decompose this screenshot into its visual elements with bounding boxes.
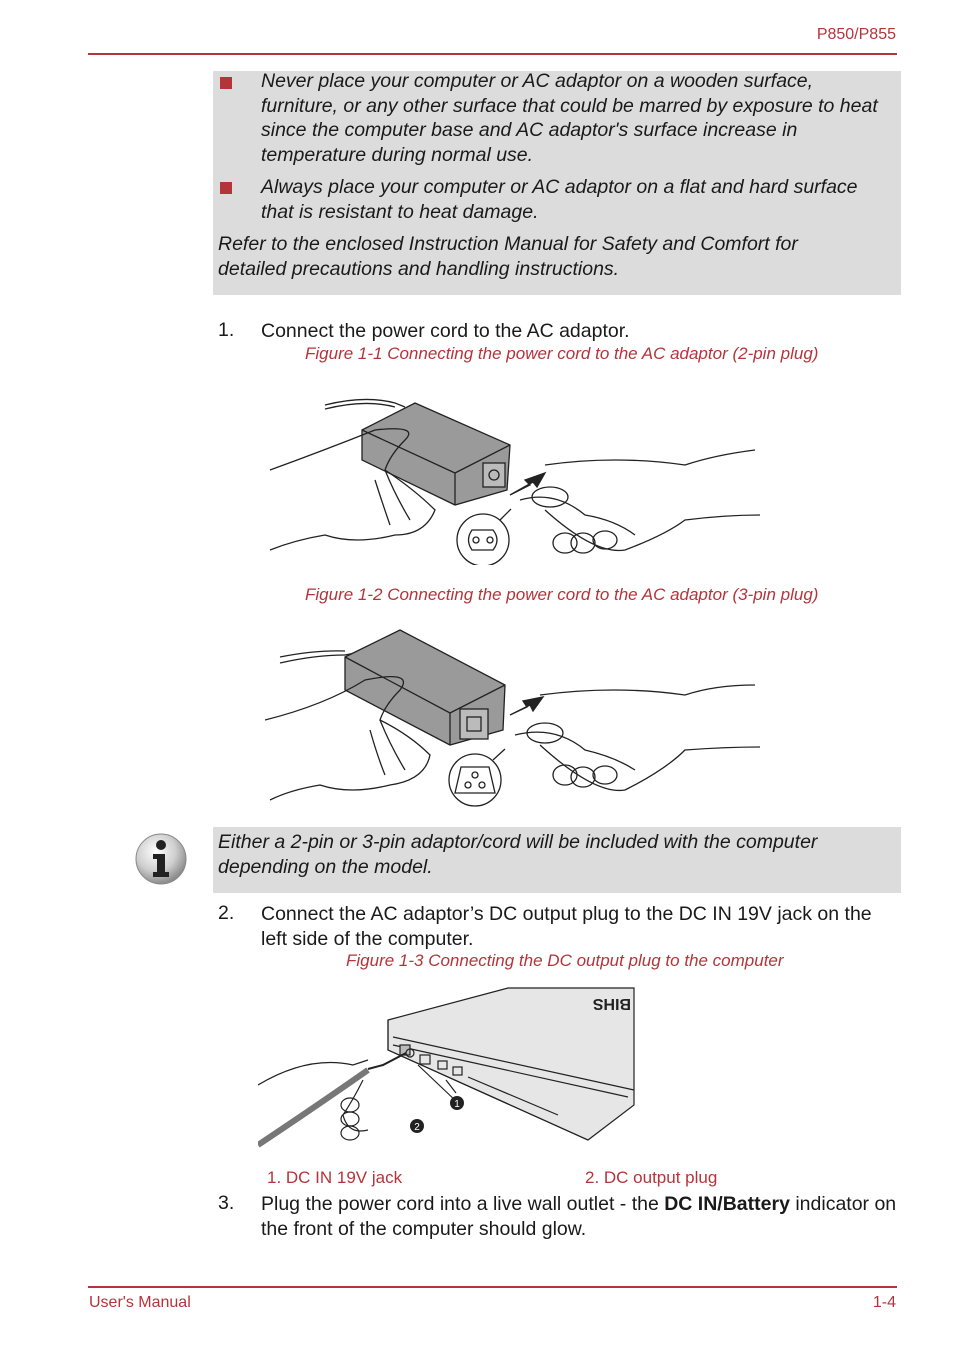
step-1-text: Connect the power cord to the AC adaptor. <box>261 320 630 342</box>
footer-page-number: 1-4 <box>872 1294 896 1311</box>
info-icon <box>134 832 188 886</box>
step-3-text <box>261 1192 901 1241</box>
laptop-brand-logo: BIHS <box>592 995 631 1012</box>
note-text: Either a 2-pin or 3-pin adaptor/cord will be included with the computer depending on the model. <box>218 831 818 878</box>
step-3-text-after: indicator on the front of the computer should glow. <box>261 1193 897 1240</box>
caution-box <box>213 71 901 295</box>
footer-manual: User's Manual <box>89 1294 191 1311</box>
marker-2-label: 2 <box>414 1122 420 1133</box>
step-3-text-before: Plug the power cord into a live wall outlet - the <box>261 1193 665 1215</box>
step-3-indicator-name: DC IN/Battery <box>664 1193 790 1215</box>
legend-item-2: 2. DC output plug <box>585 1168 718 1187</box>
bullet-square-icon <box>220 77 232 89</box>
figure-2-caption: Figure 1-2 Connecting the power cord to the AC adaptor (3-pin plug) <box>305 585 819 604</box>
step-3-number: 3. <box>218 1192 235 1214</box>
step-2-number: 2. <box>218 902 235 924</box>
header-rule <box>88 53 897 55</box>
caution-bullet-2: Always place your computer or AC adaptor on a flat and hard surface that is resistant to heat damage. <box>261 176 858 223</box>
caution-refer: Refer to the enclosed Instruction Manual for Safety and Comfort for detailed precautions and handling instructions. <box>218 233 798 280</box>
figure-1-illustration <box>265 385 765 565</box>
caution-bullet-1: Never place your computer or AC adaptor on a wooden surface, furniture, or any other surface that could be marred by exposure to heat since the computer base and AC adaptor's surface increase in temperature during normal use. <box>261 70 878 166</box>
step-2-text: Connect the AC adaptor’s DC output plug to the DC IN 19V jack on the left side of the computer. <box>261 903 872 950</box>
figure-2-illustration <box>265 625 765 810</box>
step-1-number: 1. <box>218 319 235 341</box>
header-model: P850/P855 <box>816 26 896 43</box>
legend-item-1: 1. DC IN 19V jack <box>267 1168 403 1187</box>
marker-1-label: 1 <box>454 1099 460 1110</box>
note-box <box>213 827 901 893</box>
bullet-square-icon <box>220 182 232 194</box>
figure-1-caption: Figure 1-1 Connecting the power cord to the AC adaptor (2-pin plug) <box>305 344 819 363</box>
figure-3-caption: Figure 1-3 Connecting the DC output plug to the computer <box>346 951 784 970</box>
figure-3-illustration <box>258 985 638 1157</box>
footer-rule <box>88 1286 897 1288</box>
